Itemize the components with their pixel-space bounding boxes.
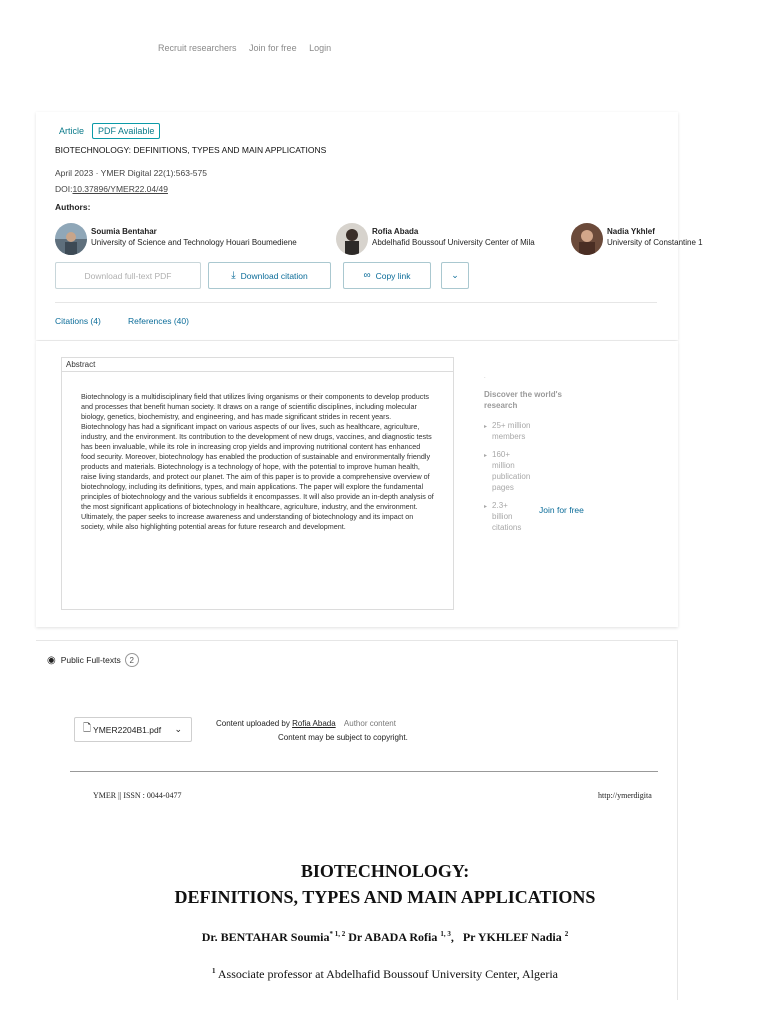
pdf-author-sup: * 1, 2 bbox=[329, 930, 346, 938]
pdf-affiliation bbox=[100, 967, 670, 982]
stat-text: 160+ million publication pages bbox=[492, 450, 531, 492]
doi-label: DOI: bbox=[55, 184, 73, 194]
avatar bbox=[571, 223, 603, 255]
eye-icon: ◉ bbox=[47, 654, 56, 666]
publication-meta: April 2023 · YMER Digital 22(1):563-575 bbox=[55, 168, 207, 178]
download-full-text-button[interactable] bbox=[55, 262, 201, 289]
pdf-author-sup: 2 bbox=[564, 930, 569, 938]
download-full-text-label: Download full-text PDF bbox=[84, 270, 172, 281]
pdf-authors: Dr. BENTAHAR Soumia$^{* 1, 2}$ Dr ABADA Rofia $^{1, 3}$, Pr YKHLEF Nadia $^2$ bbox=[201, 930, 569, 944]
avatar bbox=[336, 223, 368, 255]
author-name[interactable]: Soumia Bentahar bbox=[91, 227, 157, 236]
avatar bbox=[55, 223, 87, 255]
file-name: YMER2204B1.pdf bbox=[93, 724, 162, 735]
sidebar-dot: . bbox=[484, 374, 486, 380]
login-link[interactable]: Login bbox=[309, 43, 332, 53]
article-title: BIOTECHNOLOGY: DEFINITIONS, TYPES AND MAIN APPLICATIONS bbox=[55, 145, 327, 155]
join-for-free-link[interactable]: Join for free bbox=[249, 43, 297, 53]
sidebar-join-link[interactable]: Join for free bbox=[539, 505, 584, 515]
authors-label: Authors: bbox=[55, 202, 91, 212]
uploaded-by-label: Content uploaded by bbox=[216, 719, 290, 728]
abstract-section bbox=[36, 341, 678, 627]
doi-line bbox=[55, 184, 168, 194]
divider bbox=[55, 302, 657, 303]
pdf-title-line: BIOTECHNOLOGY: bbox=[300, 861, 470, 881]
doi-link[interactable]: 10.37896/YMER22.04/49 bbox=[72, 184, 168, 194]
author-affiliation: University of Science and Technology Houari Boumediene bbox=[91, 238, 297, 247]
fulltexts-section bbox=[36, 640, 678, 1000]
pdf-author: Dr. BENTAHAR Soumia bbox=[201, 930, 330, 944]
abstract-text: Biotechnology is a multidisciplinary field that utilizes living organisms or their components to develop products and processes that benefit human society. It draws on a range of scientific disciplines, including molecular biology, genetics, biochemistry, and engineering, and has made significant strides in recent years. Biotechnology has had a significant impact on various aspects of our lives, such as healthcare, agriculture, industry, and the environment. Its contribution to the development of new drugs, vaccines, and diagnostic tests has been invaluable, while its role in increasing crop yields and improving nutritional content has enhanced food security. Moreover, biotechnology has enabled the production of sustainable and environmentally friendly products and materials. Biotechnology is a technology of hope, with the potential to improve human health, raise living standards, and protect our planet. The aim of this paper is to provide a comprehensive overview of biotechnology, including its definitions, types, and main applications. The paper will explore the fundamental principles of biotechnology and the various subfields it encompasses. It will also provide an in-depth analysis of the most significant applications of biotechnology in healthcare, agriculture, industry, and the environment. Ultimately, the paper seeks to increase awareness and understanding of biotechnology and its impact on society, while also highlighting potential areas for future research and development. bbox=[81, 392, 434, 531]
top-nav bbox=[158, 43, 341, 53]
author-name[interactable]: Nadia Ykhlef bbox=[607, 227, 655, 236]
tab-references[interactable]: References (40) bbox=[128, 316, 189, 326]
arrow-icon: ▸ bbox=[484, 504, 488, 510]
article-header-card bbox=[36, 112, 703, 340]
pdf-header-rule bbox=[70, 771, 658, 772]
abstract-heading: Abstract bbox=[62, 358, 453, 372]
uploader-link[interactable]: Rofia Abada bbox=[292, 719, 336, 728]
fulltexts-count-badge: 2 bbox=[125, 653, 139, 667]
pdf-author-sup: 1, 3 bbox=[440, 930, 451, 938]
pdf-url-header: http://ymerdigita bbox=[598, 791, 652, 800]
arrow-icon: ▸ bbox=[484, 424, 488, 430]
public-fulltexts-label: Public Full-texts bbox=[60, 655, 121, 665]
stat-item bbox=[484, 420, 532, 442]
sidebar-title: Discover the world's research bbox=[484, 390, 562, 410]
author-affiliation: University of Constantine 1 bbox=[607, 238, 703, 247]
author-name[interactable]: Rofia Abada bbox=[372, 227, 419, 236]
pdf-title-line: DEFINITIONS, TYPES AND MAIN APPLICATIONS bbox=[174, 887, 596, 907]
divider bbox=[677, 640, 678, 1000]
pdf-aff-text: Associate professor at Abdelhafid Boussouf University Center, Algeria bbox=[217, 967, 558, 981]
pdf-author: Pr YKHLEF Nadia bbox=[462, 930, 562, 944]
recruit-researchers-link[interactable]: Recruit researchers bbox=[158, 43, 237, 53]
copyright-notice: Content may be subject to copyright. bbox=[278, 733, 408, 742]
divider bbox=[36, 640, 678, 641]
download-citation-button[interactable] bbox=[208, 262, 331, 289]
stat-text: 2.3+ billion citations bbox=[492, 501, 522, 532]
stat-text: 25+ million members bbox=[492, 421, 531, 441]
download-citation-label: Download citation bbox=[240, 270, 308, 281]
pdf-journal-header: YMER || ISSN : 0044-0477 bbox=[93, 791, 182, 800]
author-content-label: Author content bbox=[343, 719, 396, 728]
file-select-dropdown[interactable] bbox=[74, 717, 192, 742]
copy-link-label: Copy link bbox=[375, 270, 411, 281]
tab-citations[interactable]: Citations (4) bbox=[55, 316, 101, 326]
pdf-available-badge: PDF Available bbox=[92, 123, 160, 139]
tab-public-fulltexts[interactable] bbox=[47, 653, 139, 667]
author-affiliation: Abdelhafid Boussouf University Center of Mila bbox=[372, 238, 535, 247]
link-icon: ∞ bbox=[363, 270, 371, 281]
upload-info bbox=[216, 717, 408, 745]
stat-item bbox=[484, 449, 532, 493]
download-icon: ⤓ bbox=[231, 270, 236, 281]
stat-item bbox=[484, 500, 530, 533]
document-icon: 🗋 bbox=[83, 723, 92, 734]
more-options-button[interactable] bbox=[441, 262, 469, 289]
pdf-aff-sup: 1 bbox=[212, 967, 216, 975]
pdf-title bbox=[100, 858, 670, 910]
abstract-box bbox=[61, 357, 454, 610]
chevron-down-icon: ⌄ bbox=[174, 724, 182, 734]
article-type-tag: Article bbox=[59, 126, 85, 136]
copy-link-button[interactable] bbox=[343, 262, 431, 289]
arrow-icon: ▸ bbox=[484, 453, 488, 459]
chevron-down-icon: ⌄ bbox=[451, 270, 459, 280]
pdf-author: Dr ABADA Rofia bbox=[348, 930, 438, 944]
